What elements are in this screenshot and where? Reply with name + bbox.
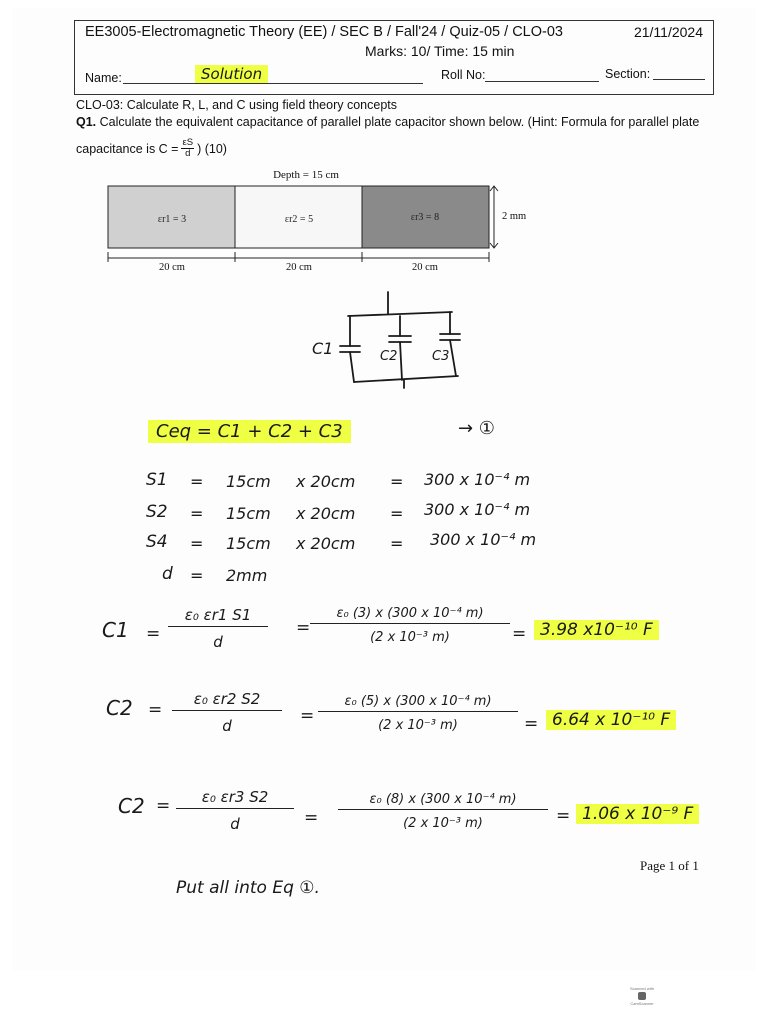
page-number: Page 1 of 1 [640, 858, 699, 873]
quiz-date: 21/11/2024 [633, 24, 703, 40]
area-3-depth: 15cm [226, 534, 271, 553]
width-label-2: 20 cm [286, 262, 312, 273]
c1-eq2: = [296, 618, 311, 638]
c2-eq3: = [524, 714, 539, 734]
c1-formula-num: ε₀ εr1 S1 [184, 606, 252, 624]
area-3-result: 300 x 10⁻⁴ m [430, 530, 537, 549]
parallel-circuit-sketch [300, 290, 480, 390]
area-2-eq: = [190, 504, 204, 523]
region-2-label: εr2 = 5 [284, 214, 314, 225]
c3-sub-num: ε₀ (8) x (300 x 10⁻⁴ m) [369, 792, 517, 807]
c1-substitution [310, 606, 510, 645]
c1-formula [168, 606, 268, 651]
ceq-equation: Ceq = C1 + C2 + C3 [148, 420, 351, 443]
final-instruction: Put all into Eq ①. [176, 878, 320, 898]
area-1-eq2: = [390, 472, 404, 491]
circuit-label-c1: C1 [312, 339, 334, 358]
roll-label: Roll No: [441, 68, 486, 82]
area-2-result: 300 x 10⁻⁴ m [424, 500, 531, 519]
section-label: Section: [605, 67, 651, 81]
area-2-eq2: = [390, 504, 404, 523]
c3-eq: = [156, 796, 171, 816]
thickness-label: 2 mm [502, 211, 527, 222]
separation-value: 2mm [226, 566, 268, 585]
c1-formula-den: d [168, 626, 268, 651]
c3-bottom-wire [450, 340, 456, 376]
name-label: Name: [85, 71, 122, 85]
c3-lhs: C2 [118, 794, 145, 818]
area-2-lhs: S2 [146, 502, 168, 522]
area-3-width: x 20cm [296, 534, 356, 553]
c3-formula-num: ε₀ εr3 S2 [201, 788, 269, 806]
c1-eq: = [146, 624, 161, 644]
c1-lhs: C1 [102, 618, 129, 642]
question-text: Calculate the equivalent capacitance of parallel plate capacitor shown below. (Hint: Formula for parallel plate [99, 115, 700, 129]
c2-formula-num: ε₀ εr2 S2 [193, 690, 261, 708]
question-number: Q1. [76, 115, 97, 129]
region-3-label: εr3 = 8 [410, 212, 440, 223]
separation-lhs: d [162, 564, 173, 584]
area-1-width: x 20cm [296, 472, 356, 491]
c2-sub-den: (2 x 10⁻³ m) [318, 711, 518, 733]
area-2-depth: 15cm [226, 504, 271, 523]
area-1-eq: = [190, 472, 204, 491]
name-value: Solution [195, 65, 268, 83]
c1-result: 3.98 x10⁻¹⁰ F [534, 620, 659, 640]
scanner-stamp [626, 986, 658, 1012]
area-1-lhs: S1 [146, 470, 168, 490]
area-3-lhs: S4 [146, 532, 168, 552]
c1-eq3: = [512, 624, 527, 644]
c2-formula [172, 690, 282, 735]
scanner-stamp-brand: CamScanner [630, 1001, 654, 1006]
c1-bottom-wire [350, 352, 354, 382]
c3-result: 1.06 x 10⁻⁹ F [576, 804, 699, 824]
width-label-1: 20 cm [159, 262, 185, 273]
hint-suffix: ) (10) [197, 141, 227, 156]
c2-eq2: = [300, 706, 315, 726]
circuit-label-c2: C2 [380, 349, 398, 364]
area-2-width: x 20cm [296, 504, 356, 523]
c3-formula-den: d [176, 808, 294, 833]
circuit-label-c3: C3 [432, 349, 450, 364]
c2-formula-den: d [172, 710, 282, 735]
area-1-result: 300 x 10⁻⁴ m [424, 470, 531, 489]
scanner-stamp-caption: Scanned with [629, 986, 654, 991]
region-1-label: εr1 = 3 [157, 214, 187, 225]
c3-eq3: = [556, 806, 571, 826]
hint-prefix: capacitance is C = [76, 141, 179, 156]
clo-statement: CLO-03: Calculate R, L, and C using field theory concepts [76, 98, 398, 112]
hint-numerator: εS [182, 137, 194, 148]
capacitor-figure [0, 0, 768, 290]
c2-bottom-wire [400, 342, 402, 380]
c3-eq2: = [304, 808, 319, 828]
separation-eq: = [190, 566, 204, 585]
c2-sub-num: ε₀ (5) x (300 x 10⁻⁴ m) [344, 694, 492, 709]
c2-substitution [318, 694, 518, 733]
c3-substitution [338, 792, 548, 831]
c2-lhs: C2 [106, 696, 133, 720]
circuit-bottom-rail [354, 376, 458, 382]
marks-time: Marks: 10/ Time: 15 min [365, 43, 515, 59]
hint-denominator: d [185, 148, 191, 159]
depth-label: Depth = 15 cm [273, 169, 339, 181]
camscanner-logo-icon [638, 992, 646, 1000]
ceq-reference: → ① [458, 418, 495, 439]
c1-sub-num: ε₀ (3) x (300 x 10⁻⁴ m) [336, 606, 484, 621]
c2-result: 6.64 x 10⁻¹⁰ F [546, 710, 676, 730]
area-3-eq: = [190, 534, 204, 553]
c3-sub-den: (2 x 10⁻³ m) [338, 809, 548, 831]
width-label-3: 20 cm [412, 262, 438, 273]
c2-eq: = [148, 700, 163, 720]
area-1-depth: 15cm [226, 472, 271, 491]
course-title: EE3005-Electromagnetic Theory (EE) / SEC B / Fall'24 / Quiz-05 / CLO-03 [85, 24, 563, 40]
c3-formula [176, 788, 294, 833]
area-3-eq2: = [390, 534, 404, 553]
c1-sub-den: (2 x 10⁻³ m) [310, 623, 510, 645]
